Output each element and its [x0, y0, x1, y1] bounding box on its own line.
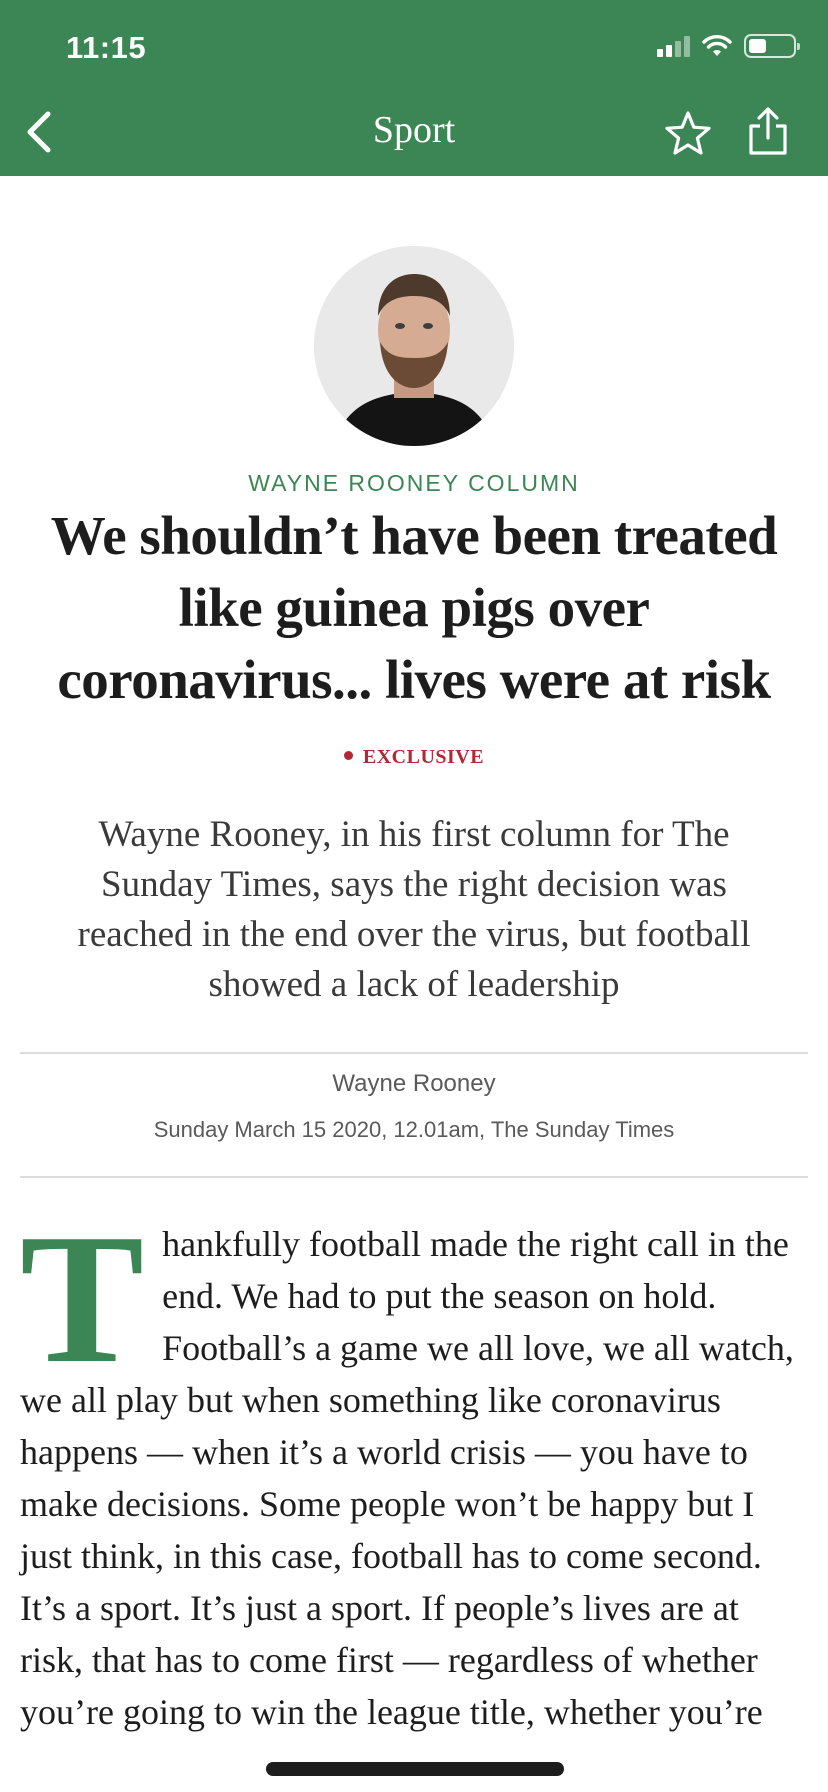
standfirst-line: Sunday Times, says the right decision was [101, 864, 727, 905]
author-byline[interactable]: Wayne Rooney [332, 1070, 496, 1097]
scroll-indicator [266, 1762, 564, 1776]
star-icon[interactable] [664, 110, 712, 156]
publish-dateline: Sunday March 15 2020, 12.01am, The Sunday Times [153, 1117, 675, 1142]
nav-title: Sport [372, 109, 456, 151]
divider [20, 1176, 808, 1178]
headline-line: coronavirus... lives were at risk [57, 649, 771, 710]
signal-icon [657, 35, 690, 57]
column-kicker[interactable]: WAYNE ROONEY COLUMN [248, 470, 580, 496]
status-time: 11:15 [66, 30, 147, 65]
article-body [20, 1196, 808, 1738]
author-portrait [314, 246, 514, 446]
divider [20, 1052, 808, 1054]
body-paragraph: hankfully football made the right call in the end. We had to put the season on hold. Football’s a game we all love, we all watch, we all play but when something like coronavirus happens — when it’s a world crisis — you have to make decisions. Some people won’t be happy but I just think, in this case, football has to come second. It’s a sport. It’s just a sport. If people’s lives are at risk, that has to come first — regardless of whether you’re going to win the league title, whether you’re [20, 1224, 794, 1732]
author-avatar [314, 246, 514, 446]
exclusive-badge [0, 746, 828, 769]
wifi-icon [702, 34, 732, 58]
badge-dot-icon [344, 751, 353, 760]
headline-line: We shouldn’t have been treated [50, 505, 778, 566]
headline-line: like guinea pigs over [178, 577, 650, 638]
top-bar [0, 0, 828, 176]
article-standfirst [50, 810, 778, 1010]
status-icons [657, 34, 796, 58]
battery-icon [744, 34, 796, 58]
article-headline [24, 500, 804, 716]
share-icon[interactable] [746, 106, 790, 156]
badge-label: EXCLUSIVE [362, 746, 485, 768]
drop-cap: T [20, 1196, 145, 1402]
standfirst-line: Wayne Rooney, in his first column for The [98, 814, 730, 855]
standfirst-line: showed a lack of leadership [208, 964, 620, 1005]
standfirst-line: reached in the end over the virus, but football [77, 914, 751, 955]
